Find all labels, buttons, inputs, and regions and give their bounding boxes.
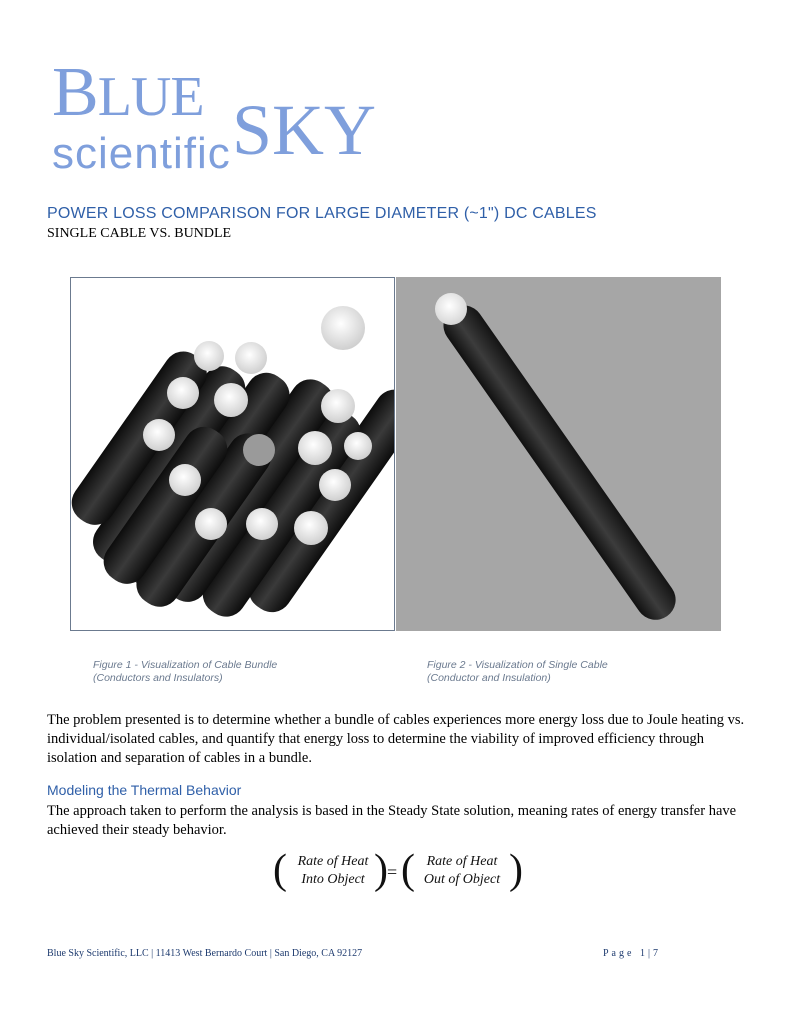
figure1-caption bbox=[93, 659, 277, 685]
logo-sky-text: SKY bbox=[232, 90, 377, 170]
company-logo bbox=[52, 54, 382, 178]
steady-state-equation bbox=[273, 847, 523, 893]
equation-left-paren-close: ) bbox=[374, 847, 388, 893]
equation-right-term: Rate of Heat Out of Object bbox=[423, 854, 501, 887]
figure2-caption bbox=[427, 659, 608, 685]
footer-address: Blue Sky Scientific, LLC | 11413 West Bernardo Court | San Diego, CA 92127 bbox=[47, 948, 363, 959]
equation-right-paren-open: ( bbox=[401, 847, 415, 893]
equation-right-paren-close: ) bbox=[509, 847, 523, 893]
approach-paragraph: The approach taken to perform the analysis is based in the Steady State solution, meaning rates of energy transfer have achieved their steady behavior. bbox=[47, 803, 737, 838]
document-subtitle: SINGLE CABLE VS. BUNDLE bbox=[47, 226, 232, 241]
figure1-caption-line2: (Conductors and Insulators) bbox=[93, 672, 223, 684]
section-heading: Modeling the Thermal Behavior bbox=[47, 782, 242, 798]
figure1-caption-line1: Figure 1 - Visualization of Cable Bundle bbox=[93, 659, 278, 671]
document-title: POWER LOSS COMPARISON FOR LARGE DIAMETER (~1") DC CABLES bbox=[47, 205, 597, 222]
figure2-caption-line2: (Conductor and Insulation) bbox=[427, 672, 551, 684]
logo-blue-text: BLUE bbox=[52, 54, 204, 131]
equation-equals: = bbox=[387, 862, 398, 882]
figure-single-cable bbox=[396, 277, 721, 631]
single-cable-illustration bbox=[396, 277, 721, 631]
footer-page-number: Page 1|7 bbox=[603, 948, 661, 959]
figure-cable-bundle bbox=[70, 277, 395, 631]
logo-scientific-text: scientific bbox=[52, 129, 231, 178]
figure2-caption-line1: Figure 2 - Visualization of Single Cable bbox=[427, 659, 608, 671]
equation-left-paren-open: ( bbox=[273, 847, 287, 893]
intro-paragraph: The problem presented is to determine whether a bundle of cables experiences more energy loss due to Joule heating vs. individual/isolated cables, and quantify that energy loss to determine the viability of improved efficiency through isolation and separation of cables in a bundle. bbox=[47, 712, 745, 766]
equation-left-term: Rate of Heat Into Object bbox=[297, 854, 369, 887]
cable-bundle-illustration bbox=[71, 278, 395, 631]
